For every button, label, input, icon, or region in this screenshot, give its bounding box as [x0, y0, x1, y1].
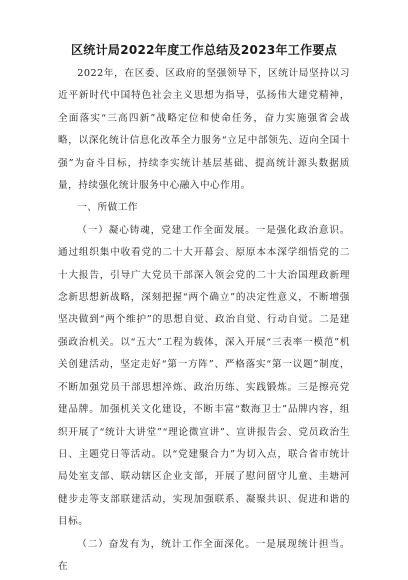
item-1-paragraph: （一）凝心铸魂，党建工作全面发展。一是强化政治意识。通过组织集中收看党的二十大开幕会、原原本本深学细悟党的二十大报告，引导广大党员干部深入领会党的二十大治国理政新理念新思想新战略，深刻把握“两个确立”的决定性意义，不断增强坚决做到“两个维护”的思想自觉、政治自觉、行动自觉。二是建强政治机关。以“五大”工程为载体，深入开展“三表率一模范”机关创建活动，坚定走好“第一方阵”、严格落实“第一议题”制度，不断加强党员干部思想淬炼、政治历练、实践锻炼。三是擦亮党建品牌。加强机关文化建设，不断丰富“数海卫士”品牌内容，组织开展了“统计大讲堂”“理论微宣讲”、宣讲报告会、党员政治生日、主题党日等活动。以“党建聚合力”为切入点，联合省市统计局处室支部、联动辖区企业支部，开展了慰问留守儿童、圭塘河健步走等支部联建活动，实现加强联系、凝聚共识、促进和谐的目标。 — [58, 224, 350, 528]
intro-paragraph: 2022年，在区委、区政府的坚强领导下，区统计局坚持以习近平新时代中国特色社会主义思想为指导，弘扬伟大建党精神，全面落实“三高四新”战略定位和使命任务，奋力实施强省会战略，以深化统计信息化改革全力服务“立足中部领先、迈向全国十强”为奋斗目标，持续李实统计基层基础、提高统计源头数据质量，持续强化统计服务中心融入中心作用。 — [58, 68, 350, 192]
document-title: 区统计局2022年度工作总结及2023年工作要点 — [71, 43, 337, 57]
section-heading: 一、所做工作 — [77, 202, 139, 214]
item-2-paragraph: （二）奋发有为，统计工作全面深化。一是展现统计担当。在 — [58, 538, 350, 572]
